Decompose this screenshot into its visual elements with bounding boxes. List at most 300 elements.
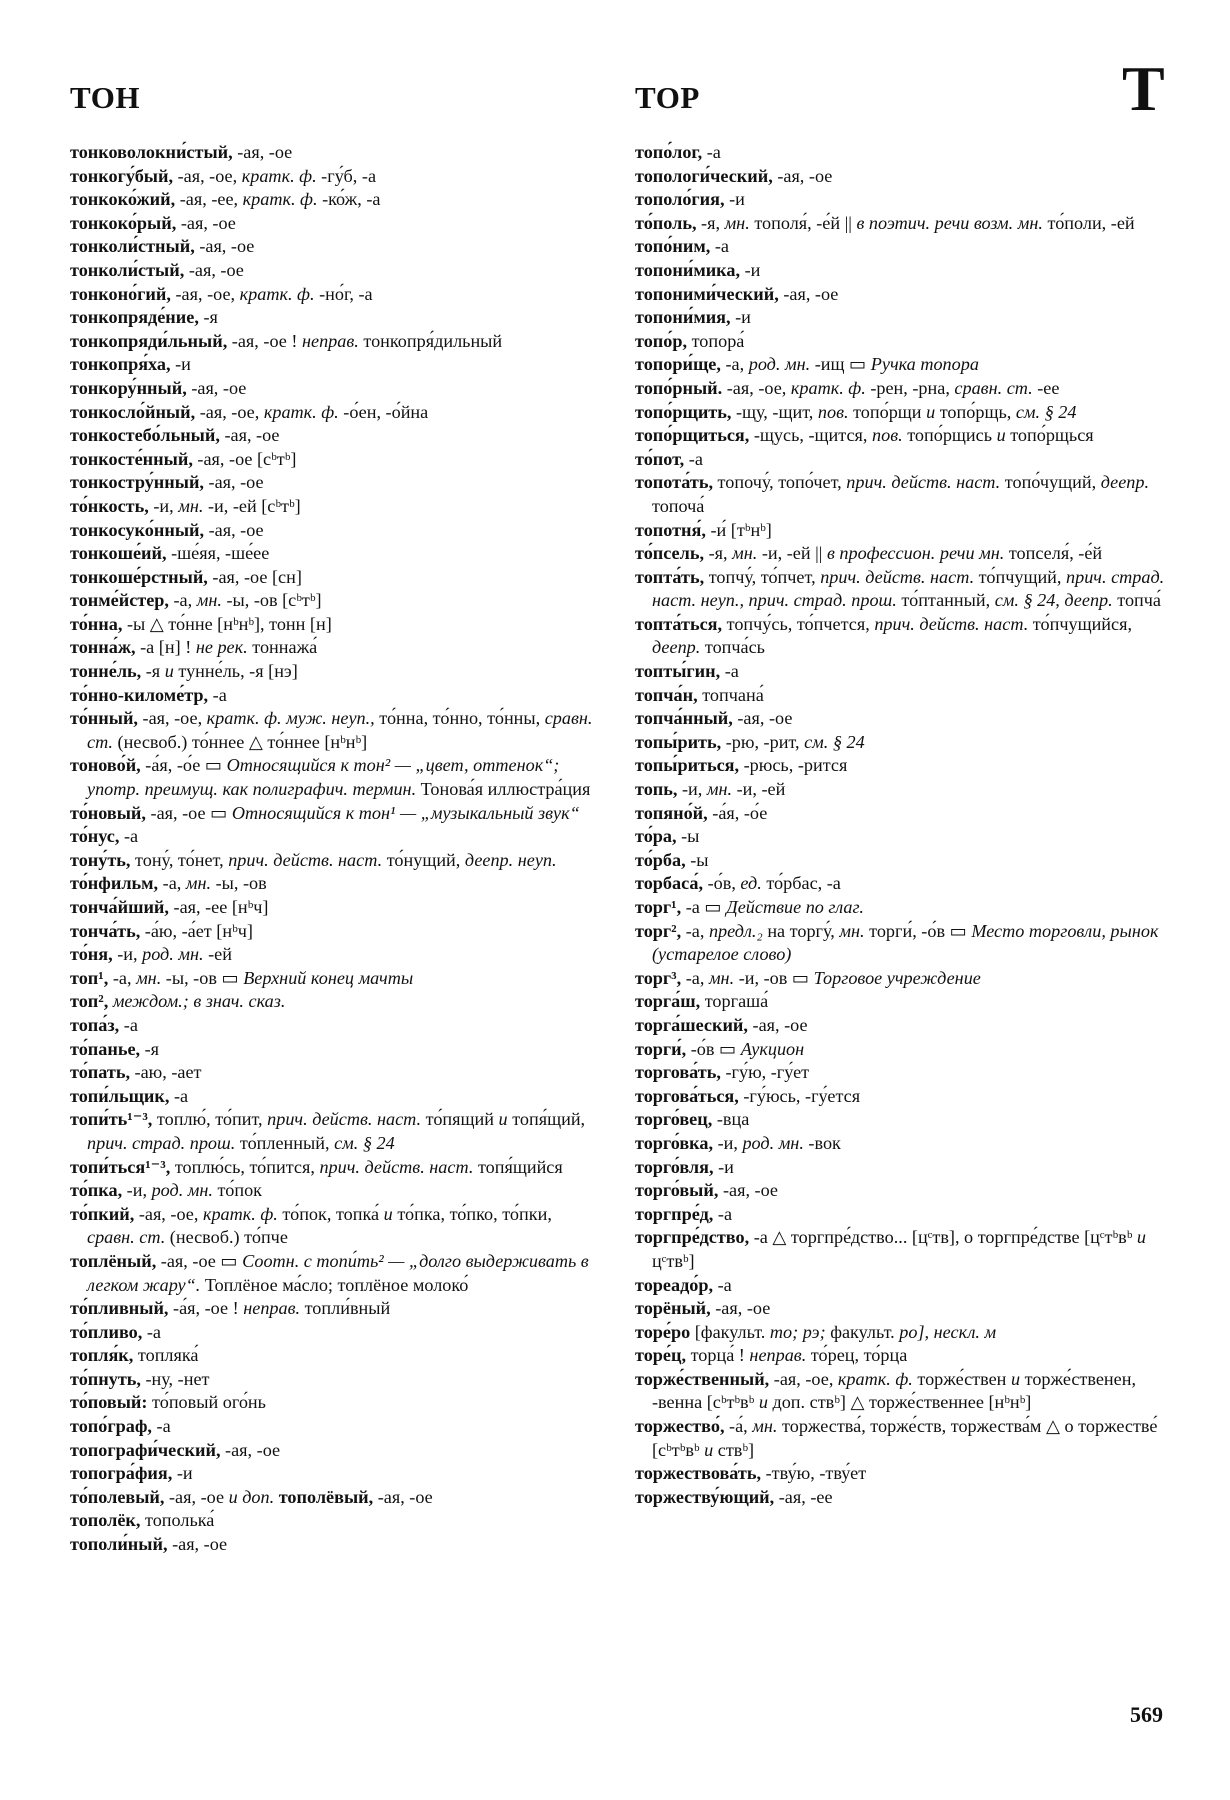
entry-text: -ы (676, 826, 700, 847)
entry-text: -щусь, -щится, (749, 425, 872, 446)
entry-text: то́нущий, (382, 849, 465, 870)
grammar-label: кратк. ф. муж. неуп., (206, 708, 375, 729)
entry-text: -а́ю, -а́ет [нᵇч] (140, 920, 253, 941)
entry-text: -и (730, 307, 751, 328)
dictionary-entry (635, 896, 1165, 920)
entry-text: -и, -ов ▭ (734, 967, 814, 988)
entry-text: -а, (158, 873, 186, 894)
headword: тонкопряде́ние, (70, 307, 199, 328)
dictionary-entry (70, 872, 600, 896)
dictionary-entry (70, 1344, 600, 1368)
entry-text: -и, -ей [сᵇтᵇ] (203, 495, 301, 516)
grammar-label: см. § 24, деепр. (994, 590, 1113, 611)
headword: топо́рный. (635, 377, 723, 398)
dictionary-entry (635, 1274, 1165, 1298)
dictionary-entry (635, 141, 1165, 165)
headword: то́нкость, (70, 495, 149, 516)
entry-text: цᶜтвᵇ] (652, 1250, 695, 1271)
entry-text: топселя́, -е́й (1004, 543, 1103, 564)
dictionary-entry (70, 424, 600, 448)
entry-text: (несвоб.) то́ннее △ то́ннее [нᵇнᵇ] (112, 731, 368, 752)
entry-text: -а (710, 236, 729, 257)
entry-text: топя́щий, (507, 1109, 586, 1130)
dictionary-entry (635, 731, 1165, 755)
grammar-label: мн. (752, 1416, 778, 1437)
grammar-label: сравн. ст. (87, 1227, 166, 1248)
entry-text: -ы, -ов (211, 873, 267, 894)
dictionary-entry (70, 377, 600, 401)
entry-text: Тонова́я иллюстра́ция (416, 779, 591, 800)
entry-text: то́пка, то́пко, то́пки, (392, 1203, 552, 1224)
entry-text: -тву́ю, -тву́ет (761, 1463, 867, 1484)
headword: топи́ться¹⁻³, (70, 1156, 171, 1177)
headword: топи́льщик, (70, 1085, 170, 1106)
dictionary-entry (635, 1061, 1165, 1085)
dictionary-entry (635, 1462, 1165, 1486)
dictionary-entry (635, 353, 1165, 377)
headword: топча́нный, (635, 708, 733, 729)
entry-text: -ая, -ое (219, 425, 280, 446)
grammar-label: Ручка топора (870, 354, 979, 375)
headword: то́нно-киломе́тр, (70, 684, 209, 705)
dictionary-entry (635, 259, 1165, 283)
headword: тонкору́нный, (70, 377, 187, 398)
grammar-label: кратк. ф. (837, 1368, 913, 1389)
headword: тонковолокни́стый, (70, 142, 233, 162)
headword: торгова́ть, (635, 1062, 721, 1083)
entry-text: -рен, -рна, (865, 377, 955, 398)
entry-text: -и (713, 1156, 734, 1177)
headword: торжествова́ть, (635, 1463, 762, 1484)
entry-text: -ищ ▭ (810, 354, 871, 375)
grammar-label: неправ. (301, 330, 359, 351)
dictionary-entry (635, 849, 1165, 873)
dictionary-entry (635, 1085, 1165, 1109)
dictionary-entry (635, 920, 1165, 967)
grammar-label: кратк. ф. (241, 165, 317, 186)
dictionary-entry (70, 141, 600, 165)
headword: топля́к, (70, 1345, 134, 1366)
headword: топо́лог, (635, 142, 703, 162)
entry-text: -ая, -ое, (195, 401, 264, 422)
dictionary-entry (70, 1156, 600, 1180)
dictionary-entry (70, 1108, 600, 1155)
grammar-label: мн. (196, 590, 222, 611)
entry-text: -гу́б, -а (316, 165, 377, 186)
dictionary-entry (70, 283, 600, 307)
grammar-label: нескл. м (933, 1321, 997, 1342)
grammar-label: мн. (839, 920, 865, 941)
entry-text: -а, (681, 920, 709, 941)
headword: топоними́ческий, (635, 283, 779, 304)
grammar-label: прич. страд. наст. неуп., прич. страд. прош. (652, 566, 1165, 611)
entry-text: -о́в, (703, 873, 741, 894)
grammar-label: кратк. ф. (790, 377, 866, 398)
dictionary-entry (70, 990, 600, 1014)
entry-text: -ая, -ое (710, 1298, 771, 1319)
dictionary-entry (635, 778, 1165, 802)
dictionary-entry (70, 684, 600, 708)
grammar-label: и (383, 1203, 393, 1224)
grammar-label: прич. страд. прош. (87, 1132, 236, 1153)
headword: торго́вля, (635, 1156, 714, 1177)
entry-text: то́птанный, (896, 590, 995, 611)
grammar-label: неправ. (749, 1345, 807, 1366)
grammar-label: Аукцион (740, 1038, 805, 1059)
headword: то́псель, (635, 543, 705, 564)
entry-text: -ая, -ое, (134, 1203, 203, 1224)
dictionary-entry (70, 1439, 600, 1463)
entry-text: -и́ [тᵇнᵇ] (705, 519, 772, 540)
headword: топогра́фия, (70, 1463, 173, 1484)
headword: топографи́ческий, (70, 1439, 221, 1460)
dictionary-entry (635, 1038, 1165, 1062)
dictionary-entry (70, 1391, 600, 1415)
page-header-right: ТОР (635, 80, 700, 115)
entry-text: то́пок, топка́ (277, 1203, 384, 1224)
dictionary-entry (70, 1061, 600, 1085)
dictionary-entry (70, 1297, 600, 1321)
dictionary-entry (70, 636, 600, 660)
headword: топори́ще, (635, 354, 721, 375)
grammar-label: междом.; в знач. сказ. (112, 991, 286, 1012)
headword: топота́ть, (635, 472, 713, 493)
entry-text: -а (713, 1274, 732, 1295)
entry-text: топо́рщься (1005, 425, 1094, 446)
dictionary-entry (70, 212, 600, 236)
entry-text: -ая, -ое [сᵇтᵇ] (192, 448, 297, 469)
grammar-label: прич. действ. наст. (820, 566, 975, 587)
entry-text: топча́сь (700, 637, 765, 658)
dictionary-entry (635, 1344, 1165, 1368)
entry-text: тунне́ль, -я [нэ] (173, 661, 298, 682)
entry-text: -и (740, 259, 761, 280)
section-letter: Т (1122, 53, 1165, 124)
headword: торе́ц, (635, 1345, 687, 1366)
headword: тоново́й, (70, 755, 141, 776)
entry-text: -ей (203, 944, 232, 965)
dictionary-entry (635, 519, 1165, 543)
entry-text: -ая, -ое (164, 1486, 229, 1507)
entry-text: -а (208, 684, 227, 705)
headword: торг², (635, 920, 682, 941)
dictionary-entry (635, 684, 1165, 708)
grammar-label: и (996, 425, 1006, 446)
entry-text: Топлёное ма́сло; топлёное молоко́ (200, 1274, 469, 1295)
dictionary-entry (70, 754, 600, 801)
headword: тонча́ть, (70, 920, 141, 941)
headword: топы́рить, (635, 731, 722, 752)
dictionary-entry (635, 471, 1165, 518)
headword: то́пкий, (70, 1203, 135, 1224)
dictionary-entry (635, 707, 1165, 731)
grammar-label: род. мн. (151, 1180, 213, 1201)
entry-text: -а (702, 142, 721, 162)
dictionary-entry (635, 990, 1165, 1014)
dictionary-entry (635, 1156, 1165, 1180)
headword: тонкостебо́льный, (70, 425, 220, 446)
entry-text: -ы, -ов ▭ (161, 967, 244, 988)
entry-text: -ая, -ое, (769, 1368, 838, 1389)
dictionary-entry (635, 1203, 1165, 1227)
grammar-label: прич. действ. наст. (267, 1109, 422, 1130)
grammar-label: прич. действ. наст. (846, 472, 1001, 493)
entry-text: топо́рщь, (935, 401, 1016, 422)
entry-text: -а, (720, 354, 749, 375)
entry-text: -щу, -щит, (731, 401, 818, 422)
entry-text: -ая, -ое (732, 708, 793, 729)
grammar-label: мн. (136, 967, 162, 988)
entry-text: -а (713, 1203, 733, 1224)
entry-text: -а [н] ! (135, 637, 196, 658)
entry-text: топляка́ (133, 1345, 199, 1366)
entry-text: топочу́, топо́чет, (713, 472, 847, 493)
grammar-label: и (498, 1109, 508, 1130)
headword: торга́ш, (635, 991, 701, 1012)
grammar-label: см. § 24 (1015, 401, 1077, 422)
entry-text: топчу́сь, то́пчется, (722, 613, 875, 634)
grammar-label: неправ. (243, 1298, 301, 1319)
entry-text: -и, -ей (732, 779, 786, 800)
dictionary-entry (70, 353, 600, 377)
entry-text: -а (119, 1014, 138, 1035)
dictionary-entry (70, 1179, 600, 1203)
dictionary-entry (70, 495, 600, 519)
headword: то́пливо, (70, 1321, 143, 1342)
grammar-label: не рек. (195, 637, 248, 658)
headword: тонкосуко́нный, (70, 519, 205, 540)
entry-text: -ну, -нет (140, 1368, 210, 1389)
dictionary-entry (70, 1509, 600, 1533)
entry-text: -а, (681, 967, 709, 988)
dictionary-entry (70, 1203, 600, 1250)
entry-text: -о́ен, -о́йна (338, 401, 429, 422)
entry-text: топлю́сь, то́пится, (170, 1156, 320, 1177)
entry-text: -ая, -ое (194, 236, 255, 257)
entry-text: (несвоб.) то́пче (165, 1227, 288, 1248)
entry-text: -ы (685, 849, 709, 870)
dictionary-entry (70, 589, 600, 613)
grammar-label: прич. действ. наст. (874, 613, 1029, 634)
headword: топа́з, (70, 1014, 120, 1035)
entry-text: торца́ ! (686, 1345, 750, 1366)
grammar-label: см. § 24 (334, 1132, 395, 1153)
grammar-label: ро], (899, 1321, 930, 1342)
entry-text: -я (198, 307, 218, 328)
dictionary-entry (635, 566, 1165, 613)
entry-text: -о́в ▭ (686, 1038, 741, 1059)
dictionary-entry (70, 330, 600, 354)
entry-text: топча́ (1112, 590, 1161, 611)
headword: топи́ть¹⁻³, (70, 1109, 153, 1130)
dictionary-entry (635, 825, 1165, 849)
headword: то́пот, (635, 448, 685, 469)
entry-text: топлю́, то́пит, (152, 1109, 268, 1130)
dictionary-entry (70, 448, 600, 472)
entry-text: -ая, -ое (220, 1439, 281, 1460)
headword: то́нус, (70, 826, 120, 847)
dictionary-entry (70, 825, 600, 849)
entry-text: -а △ торгпре́дство... [цᶜтв], о торгпре́дстве [цᶜтᵇвᵇ (749, 1227, 1137, 1248)
dictionary-entry (70, 1085, 600, 1109)
entry-text: -и, -ей || (757, 543, 827, 564)
grammar-label: мн. (708, 967, 735, 988)
entry-text: -я (140, 1038, 160, 1059)
dictionary-entry (635, 306, 1165, 330)
grammar-label: Соотн. с топи́ть² — „долго выдерживать в легком жару“. (87, 1250, 589, 1295)
headword: тонча́йший, (70, 897, 169, 917)
grammar-label: кратк. ф. (263, 401, 339, 422)
headword: тополёк, (70, 1510, 141, 1531)
headword: тореадо́р, (635, 1274, 714, 1295)
grammar-label: в профессион. речи мн. (826, 543, 1005, 564)
entry-text: -ая, -ее [нᵇч] (168, 897, 269, 917)
dictionary-entry (635, 401, 1165, 425)
entry-text: тополя́, -е́й || (749, 212, 857, 233)
entry-text: -ая, -ее, (175, 189, 243, 210)
right-column (635, 141, 1165, 1509)
dictionary-entry (635, 283, 1165, 307)
entry-text: -а́я, -ое ! (168, 1298, 244, 1319)
headword: торг³, (635, 967, 682, 988)
headword: торга́шеский, (635, 1014, 748, 1035)
headword: тонкоше́рстный, (70, 566, 208, 587)
grammar-label: и (1136, 1227, 1146, 1248)
dictionary-entry (635, 377, 1165, 401)
headword: торгпре́дство, (635, 1227, 750, 1248)
dictionary-entry (70, 802, 600, 826)
headword: торбаса́, (635, 873, 704, 894)
headword: то́пливный, (70, 1298, 169, 1319)
entry-text: -и, (112, 944, 143, 965)
entry-text: -а, (108, 967, 137, 988)
headword: топты́гин, (635, 661, 721, 682)
headword: топ², (70, 991, 109, 1012)
grammar-label: деепр. (1100, 472, 1150, 493)
entry-text: -ше́яя, -ше́ее (166, 543, 270, 564)
headword: тонкоко́жий, (70, 189, 176, 210)
dictionary-entry (635, 802, 1165, 826)
entry-text: -аю, -ает (130, 1062, 202, 1083)
dictionary-entry (635, 872, 1165, 896)
headword: топы́риться, (635, 755, 740, 776)
dictionary-entry (70, 259, 600, 283)
dictionary-entry (635, 1226, 1165, 1273)
entry-text: -ая, -ое (718, 1180, 778, 1201)
entry-text: -ая, -ое ▭ (145, 802, 232, 823)
dictionary-entry (635, 1014, 1165, 1038)
dictionary-entry (70, 1415, 600, 1439)
dictionary-entry (635, 1368, 1165, 1415)
entry-text: -ы, -ов [сᵇтᵇ] (221, 590, 322, 611)
headword: топони́мия, (635, 307, 731, 328)
dictionary-entry (635, 613, 1165, 660)
dictionary-entry (635, 330, 1165, 354)
headword: тонкопря́ха, (70, 354, 171, 375)
headword: тополёвый, (278, 1486, 374, 1507)
headword: то́пнуть, (70, 1368, 141, 1389)
headword: тонме́йстер, (70, 590, 169, 611)
dictionary-entry (70, 566, 600, 590)
headword: торжество́, (635, 1416, 725, 1437)
entry-text: тону́, то́нет, (130, 849, 229, 870)
entry-text: -я, (704, 543, 733, 564)
entry-text: -ая, -ое (204, 519, 264, 540)
grammar-label: род. мн. (742, 1132, 804, 1153)
entry-text: то́поли, -ей (1042, 212, 1135, 233)
dictionary-entry (635, 542, 1165, 566)
entry-text: -но́г, -а (314, 283, 373, 304)
entry-text: торже́ственен, -венна [сᵇтᵇвᵇ (652, 1368, 1137, 1413)
grammar-label: сравн. ст. (87, 708, 593, 752)
grammar-label: мн. (706, 779, 733, 800)
headword: тонкопряди́льный, (70, 330, 228, 351)
entry-text: -ая, -ое (778, 283, 839, 304)
headword: топь, (635, 779, 678, 800)
headword: тонкосте́нный, (70, 448, 193, 469)
dictionary-entry (70, 660, 600, 684)
dictionary-entry (70, 1533, 600, 1557)
entry-text: то́рбас, -а (761, 873, 841, 894)
grammar-label: то; рэ; (769, 1321, 826, 1342)
dictionary-entry (70, 943, 600, 967)
entry-text: топя́щийся (473, 1156, 563, 1177)
grammar-label: Относящийся к тон² — „цвет, оттенок“; употр. преимущ. как полиграфич. термин. (87, 755, 560, 800)
left-column (70, 141, 600, 1557)
dictionary-entry (635, 1179, 1165, 1203)
dictionary-entry (70, 1250, 600, 1297)
grammar-label: кратк. ф. (202, 1203, 278, 1224)
headword: то́повый: (70, 1392, 148, 1413)
headword: то́нна, (70, 613, 123, 634)
dictionary-entry (70, 1486, 600, 1510)
entry-text: -и (724, 189, 745, 210)
entry-text: -а ▭ (681, 897, 727, 917)
entry-text: -ее (1032, 377, 1060, 398)
grammar-label: Верхний конец мачты (243, 967, 414, 988)
dictionary-entry (635, 212, 1165, 236)
entry-text: -я, (696, 212, 725, 233)
entry-text: -ая, -ее (774, 1486, 833, 1507)
entry-text: -а (684, 448, 703, 469)
grammar-label: предл.₂ (708, 920, 763, 941)
entry-text: топчана́ (697, 684, 764, 705)
entry-text: -ая, -ое (772, 165, 833, 186)
entry-text: -рю, -рит, (721, 731, 805, 752)
dictionary-entry (70, 519, 600, 543)
dictionary-entry (635, 235, 1165, 259)
headword: тону́ть, (70, 849, 131, 870)
headword: торго́вец, (635, 1109, 713, 1130)
entry-text: -и (170, 354, 191, 375)
dictionary-entry (70, 165, 600, 189)
dictionary-entry (635, 1321, 1165, 1345)
headword: топотня́, (635, 519, 706, 540)
dictionary-entry (70, 471, 600, 495)
entry-text: -ая, -ое ▭ (156, 1250, 243, 1271)
entry-text: -и (172, 1463, 193, 1484)
grammar-label: и (704, 1439, 714, 1460)
headword: топо́ним, (635, 236, 711, 257)
headword: торгпре́д, (635, 1203, 714, 1224)
headword: топо́рщиться, (635, 425, 750, 446)
headword: то́пать, (70, 1062, 130, 1083)
entry-text: то́рец, то́рца (806, 1345, 908, 1366)
grammar-label: мн. (178, 495, 204, 516)
grammar-label: мн. (732, 543, 758, 564)
grammar-label: Торговое учреждение (813, 967, 981, 988)
entry-text: торже́ствен (912, 1368, 1011, 1389)
